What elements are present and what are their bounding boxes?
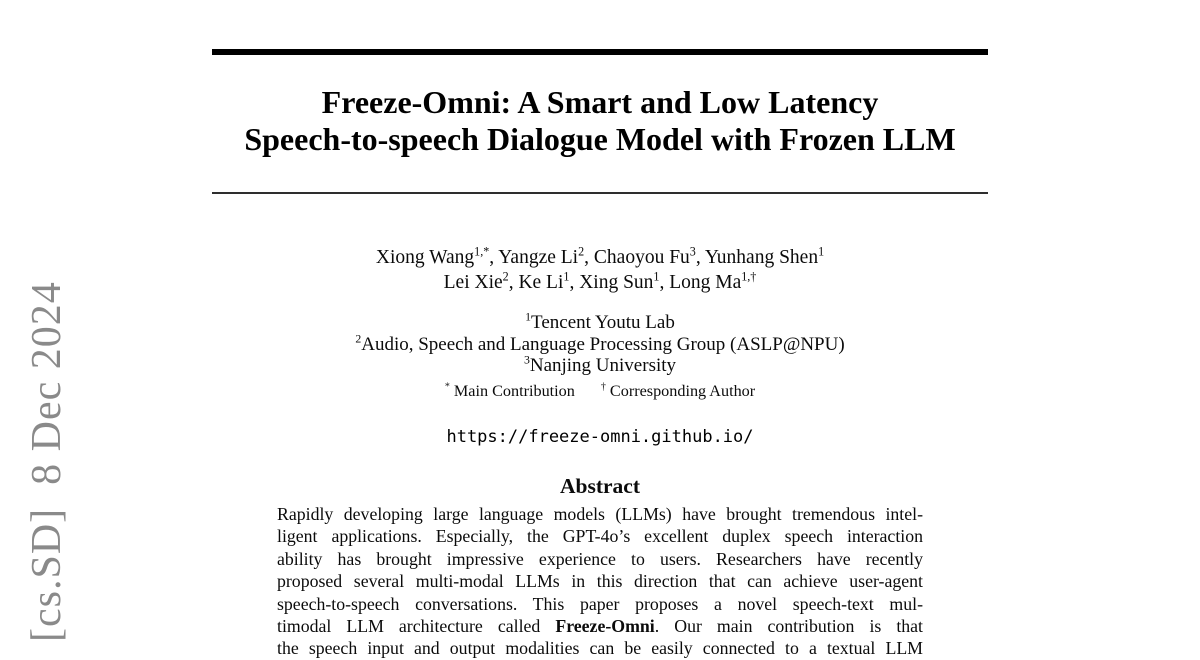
note-superscript: * — [444, 381, 450, 393]
author-line-2: Lei Xie$^2$, Ke Li$^1$, Xing Sun$^1$, Long $Ma^{1,\dagger}$ — [443, 269, 757, 294]
abstract-text — [277, 503, 923, 660]
author-superscript: 3 — [689, 244, 696, 259]
abstract-text-segment: Rapidly developing large language models (LLMs) have brought tremendous intel- — [277, 504, 923, 524]
paper-title-line2: Speech-to-speech Dialogue Model with Frozen LLM — [244, 121, 956, 157]
abstract-line — [277, 525, 923, 547]
author-name: Yunhang Shen — [704, 247, 819, 268]
abstract-text-segment: timodal LLM architecture called — [277, 616, 556, 637]
author-name: Chaoyou Fu — [593, 247, 690, 268]
affiliation-superscript: 3 — [523, 353, 530, 367]
affiliation-list — [100, 312, 1100, 377]
abstract-text-segment: speech-to-speech conversations. This paper proposes a novel speech-text mul- — [277, 593, 923, 614]
author-superscript: 2 — [578, 244, 585, 259]
author-name: Xiong Wang — [375, 247, 475, 268]
abstract-line — [277, 548, 923, 570]
note-item: * Main Contribution — [444, 381, 575, 400]
abstract-line — [277, 570, 923, 592]
author-superscript: 1,† — [741, 269, 757, 284]
abstract-bold-text: Freeze-Omni — [555, 616, 655, 637]
abstract-text-segment: the speech input and output modalities can be easily connected to a textual LLM — [277, 638, 923, 659]
author-superscript: 1 — [563, 269, 570, 284]
author-line-1: Xiong Wang$^{1,*}$, Yangze Li$^2$, Chaoyou Fu$^3$, Yunhang Shen$^1$ — [375, 244, 825, 268]
abstract-text-segment: ligent applications. Especially, the GPT-4o’s excellent duplex speech interaction — [277, 526, 923, 547]
author-superscript: 1 — [818, 244, 825, 259]
author-superscript: 1,* — [474, 244, 490, 259]
author-name: Long Ma — [669, 272, 742, 294]
abstract-line — [277, 593, 923, 615]
author-name: Ke Li — [518, 272, 564, 294]
author-list — [100, 245, 1100, 296]
author-name: Lei Xie — [443, 272, 503, 294]
affiliation-item: $^3$Nanjing University — [523, 353, 677, 377]
abstract-line — [277, 637, 923, 659]
affiliation-item: $^1$Tencent Youtu Lab — [525, 310, 675, 333]
affiliation-item: $^2$Audio, Speech and Language Processing Group (ASLP@NPU) — [355, 332, 845, 355]
author-name: Yangze Li — [498, 247, 579, 268]
paper-title-line1: Freeze-Omni: A Smart and Low Latency — [321, 84, 879, 120]
author-superscript: 2 — [502, 269, 509, 284]
contribution-notes — [100, 382, 1100, 401]
affiliation-superscript: 1 — [525, 310, 532, 324]
abstract-line — [277, 503, 923, 525]
abstract-text-segment: proposed several multi-modal LLMs in this direction that can achieve user-agent — [277, 571, 923, 592]
note-item: † Corresponding Author — [600, 381, 756, 400]
abstract-heading: Abstract — [559, 474, 640, 498]
abstract-line — [277, 615, 923, 637]
arxiv-watermark: [cs.SD] 8 Dec 2024 — [24, 281, 70, 642]
abstract-text-segment: . Our main contribution is that — [654, 616, 923, 637]
title-rule-bottom — [212, 192, 988, 194]
paper-title — [100, 84, 1100, 158]
project-url-link[interactable]: https://freeze-omni.github.io/ — [446, 427, 754, 447]
author-name: Xing Sun — [579, 272, 654, 294]
author-superscript: 1 — [653, 269, 660, 284]
abstract-text-segment: ability has brought impressive experience to users. Researchers have recently — [277, 548, 923, 569]
note-superscript: † — [600, 381, 606, 393]
title-rule-top — [212, 49, 988, 55]
affiliation-superscript: 2 — [355, 332, 362, 346]
